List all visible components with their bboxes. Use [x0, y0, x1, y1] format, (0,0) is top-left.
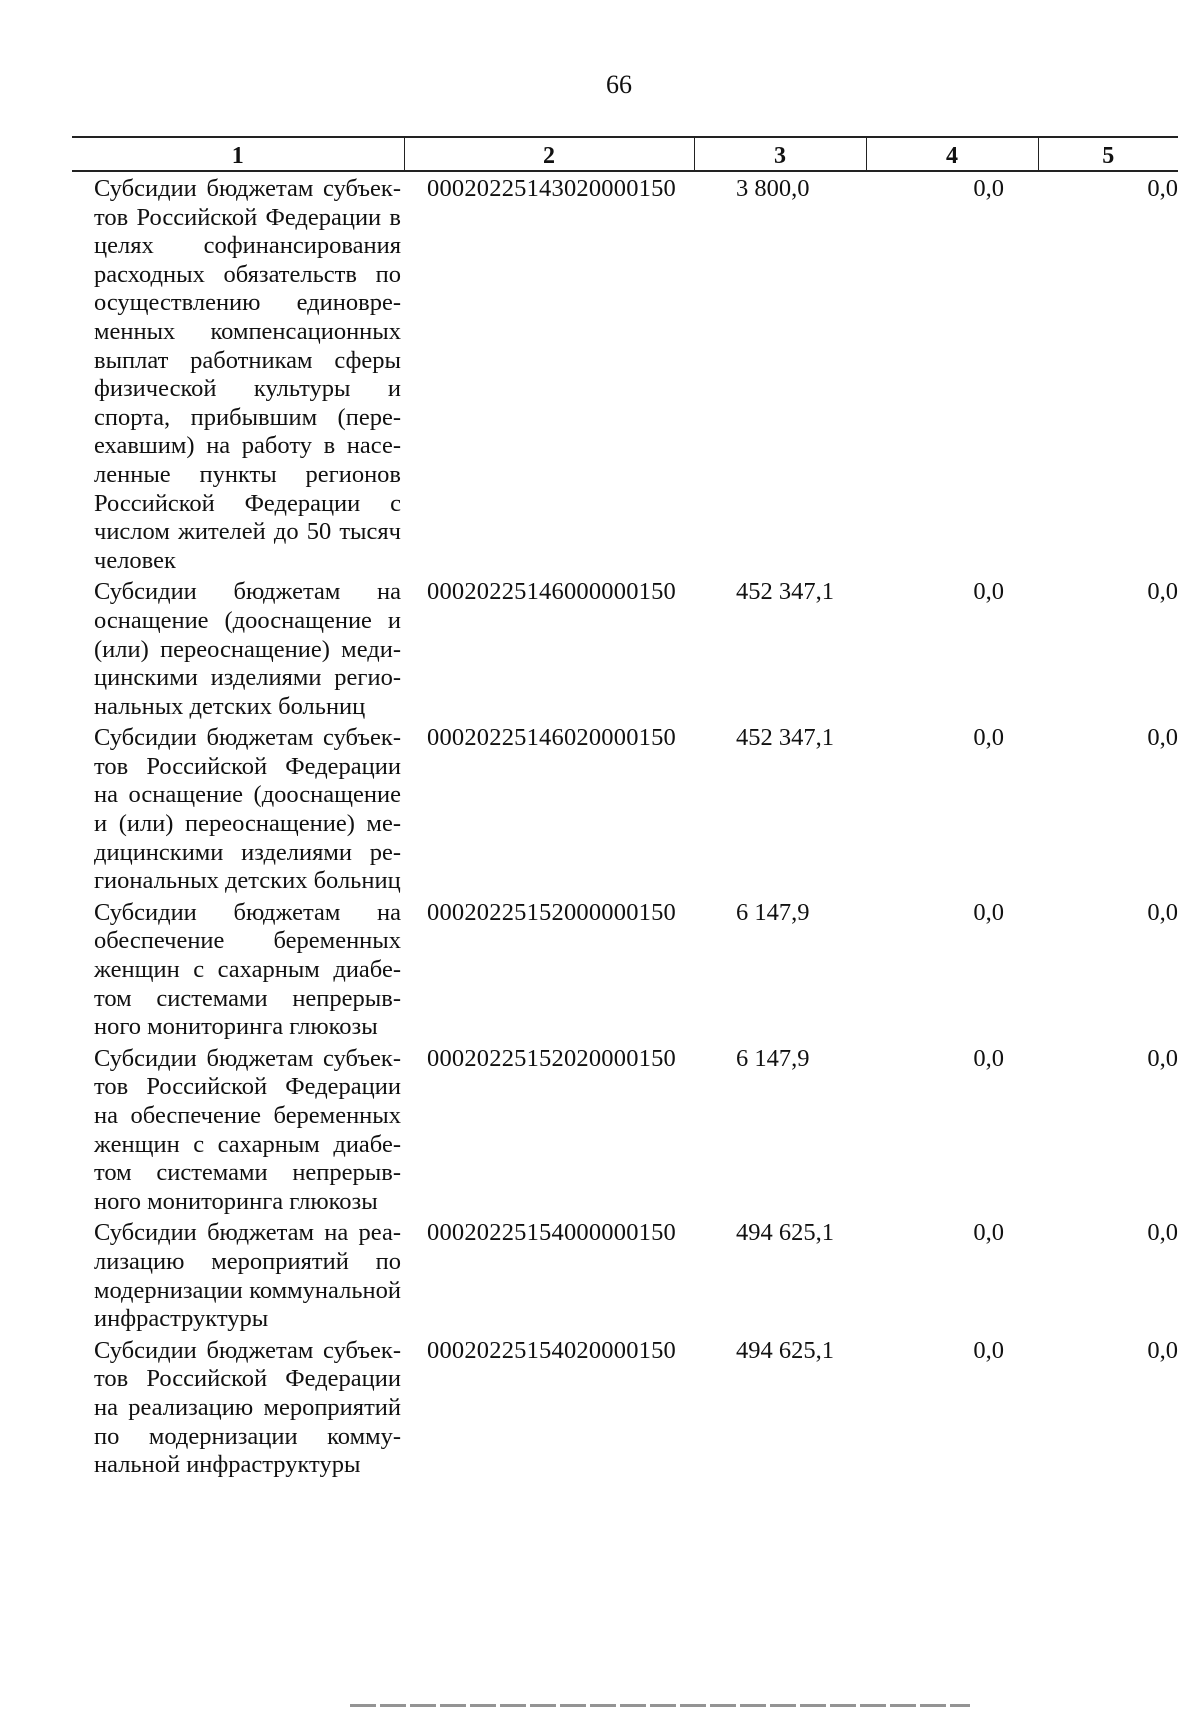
row-code: 00020225152020000150 — [427, 1044, 676, 1072]
page-number: 66 — [606, 70, 632, 99]
row-value-3: 6 147,9 — [736, 1044, 810, 1072]
table-row — [72, 575, 1178, 721]
row-code: 00020225146020000150 — [427, 724, 676, 752]
row-code: 00020225154000000150 — [427, 1219, 676, 1247]
row-name: Субсидии бюджетам субъектов Российской Федерации на реализацию мероприятий по модернизации коммунальной инфраструктуры — [94, 1336, 401, 1479]
row-value-3: 3 800,0 — [736, 175, 810, 202]
table-row — [72, 896, 1178, 1042]
row-name: Субсидии бюджетам на реализацию мероприятий по модернизации коммунальной инфраструктуры — [94, 1219, 401, 1333]
row-value-5: 0,0 — [1147, 578, 1178, 606]
row-value-5: 0,0 — [1147, 1219, 1178, 1247]
row-value-3: 6 147,9 — [736, 898, 810, 926]
row-value-4: 0,0 — [973, 1336, 1004, 1364]
row-value-4: 0,0 — [973, 1219, 1004, 1247]
row-value-5: 0,0 — [1147, 724, 1178, 752]
table-row — [72, 1216, 1178, 1333]
row-name: Субсидии бюджетам на обеспечение беременных женщин с сахарным диабетом системами непрерывного мониторинга глюкозы — [94, 898, 401, 1041]
table-row — [72, 171, 1178, 575]
header-col-4: 4 — [866, 137, 1038, 171]
row-name: Субсидии бюджетам на оснащение (дооснащение и (или) переоснащение) медицинскими изделиями региональных детских больниц — [94, 578, 401, 720]
row-value-4: 0,0 — [973, 578, 1004, 606]
table-row — [72, 721, 1178, 896]
header-col-1: 1 — [72, 137, 404, 171]
row-code: 00020225143020000150 — [427, 175, 676, 202]
row-value-3: 452 347,1 — [736, 724, 834, 752]
row-value-4: 0,0 — [973, 175, 1004, 202]
header-col-2: 2 — [404, 137, 694, 171]
row-code: 00020225146000000150 — [427, 578, 676, 606]
table-body — [72, 171, 1178, 1480]
row-value-5: 0,0 — [1147, 898, 1178, 926]
row-value-5: 0,0 — [1147, 175, 1178, 202]
row-value-4: 0,0 — [973, 898, 1004, 926]
row-name: Субсидии бюджетам субъектов Российской Федерации в целях софинансирования расходных обязательств по осуществлению единовременных компенсационных выплат работникам сферы физической культуры и спорта, прибывшим (переехавшим) на работу в населенные пункты регионов Российской Федерации с числом жителей до 50 тысяч человек — [94, 175, 401, 574]
row-value-3: 494 625,1 — [736, 1219, 834, 1247]
row-value-3: 452 347,1 — [736, 578, 834, 606]
row-value-5: 0,0 — [1147, 1044, 1178, 1072]
table-row — [72, 1334, 1178, 1480]
row-value-4: 0,0 — [973, 724, 1004, 752]
scan-edge-line — [350, 1704, 970, 1707]
header-col-3: 3 — [694, 137, 866, 171]
header-col-5: 5 — [1038, 137, 1178, 171]
row-name: Субсидии бюджетам субъектов Российской Федерации на обеспечение беременных женщин с сахарным диабетом системами непрерывного мониторинга глюкозы — [94, 1044, 401, 1215]
row-value-5: 0,0 — [1147, 1336, 1178, 1364]
row-code: 00020225152000000150 — [427, 898, 676, 926]
row-value-3: 494 625,1 — [736, 1336, 834, 1364]
table-header — [72, 137, 1178, 171]
row-code: 00020225154020000150 — [427, 1336, 676, 1364]
budget-table — [72, 136, 1178, 1480]
row-value-4: 0,0 — [973, 1044, 1004, 1072]
budget-table-container — [72, 136, 1178, 1480]
header-row — [72, 137, 1178, 171]
row-name: Субсидии бюджетам субъектов Российской Федерации на оснащение (дооснащение и (или) переоснащение) медицинскими изделиями региональных детских больниц — [94, 724, 401, 895]
table-row — [72, 1042, 1178, 1217]
